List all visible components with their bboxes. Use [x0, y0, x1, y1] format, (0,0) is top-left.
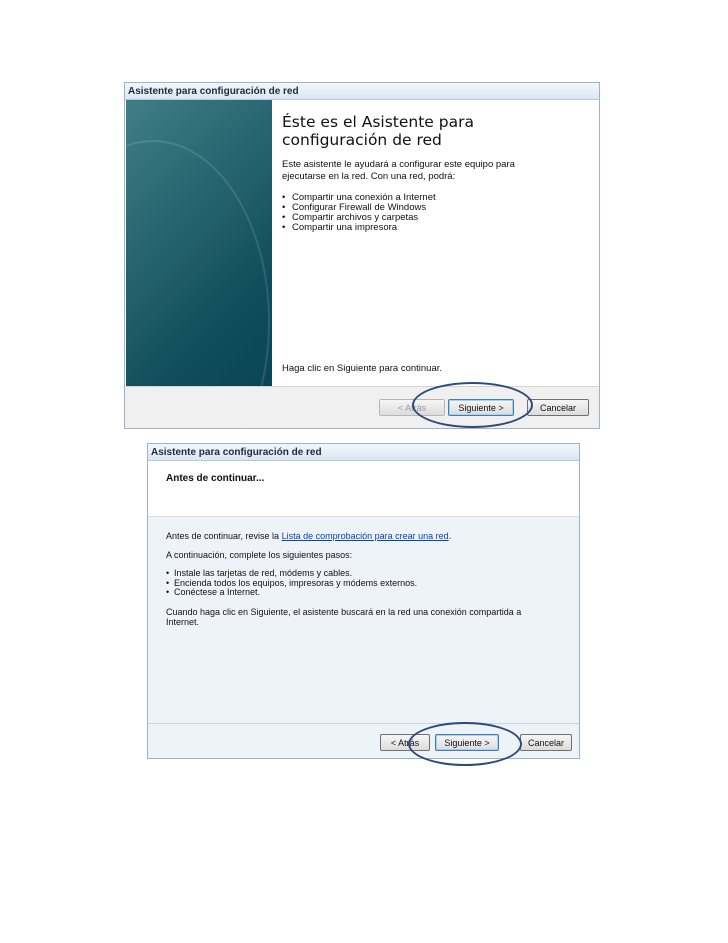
welcome-content [282, 113, 582, 233]
window-title: Asistente para configuración de red [148, 444, 579, 461]
wizard-header [148, 461, 579, 517]
list-item: • Configurar Firewall de Windows [282, 203, 582, 213]
highlight-ellipse [412, 382, 533, 428]
network-wizard-welcome-window [124, 82, 600, 429]
cancel-button[interactable]: Cancelar [520, 734, 572, 751]
list-item: • Conéctese a Internet. [166, 588, 566, 598]
wizard-intro: Este asistente le ayudará a configurar este equipo para ejecutarse en la red. Con una red, podrá: [282, 159, 515, 182]
list-item: • Encienda todos los equipos, impresoras y módems externos. [166, 579, 566, 589]
back-button[interactable]: < Atrás [380, 734, 430, 751]
steps-intro: A continuación, complete los siguientes pasos: [166, 550, 353, 560]
checklist-link[interactable]: Lista de comprobación para crear una red [281, 531, 449, 541]
cancel-button[interactable]: Cancelar [527, 399, 589, 416]
page-title: Antes de continuar... [166, 473, 265, 484]
continue-instruction: Haga clic en Siguiente para continuar. [282, 363, 443, 374]
list-item: • Compartir archivos y carpetas [282, 213, 582, 223]
steps-list [166, 569, 566, 598]
network-wizard-before-continue-window [147, 443, 580, 759]
back-button[interactable]: < Atrás [379, 399, 445, 416]
list-item: • Instale las tarjetas de red, módems y cables. [166, 569, 566, 579]
review-text: Antes de continuar, revise la Lista de comprobación para crear una red. [166, 531, 452, 541]
next-button[interactable]: Siguiente > [435, 734, 499, 751]
window-title: Asistente para configuración de red [125, 83, 599, 100]
wizard-body [148, 517, 579, 723]
wizard-heading: Éste es el Asistente para configuración de red [282, 113, 474, 149]
highlight-ellipse [408, 722, 522, 766]
next-button[interactable]: Siguiente > [448, 399, 514, 416]
wizard-banner-image [126, 100, 272, 386]
closing-text: Cuando haga clic en Siguiente, el asistente buscará en la red una conexión compartida a Internet. [166, 606, 522, 627]
list-item: • Compartir una conexión a Internet [282, 193, 582, 203]
feature-list [282, 193, 582, 233]
list-item: • Compartir una impresora [282, 223, 582, 233]
